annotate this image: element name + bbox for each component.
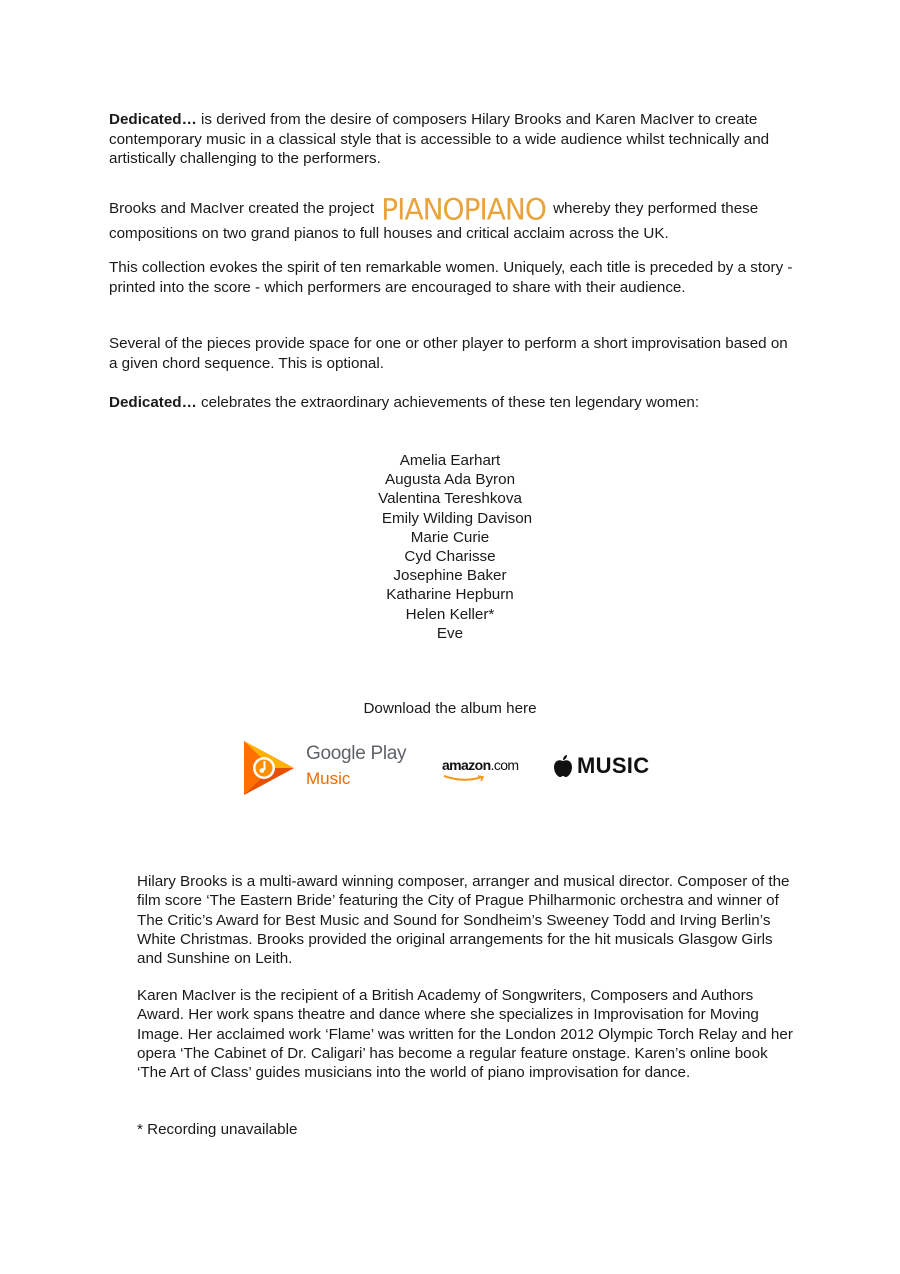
intro-paragraph-2 [109,192,799,244]
dedicated-title-2: Dedicated… [109,394,197,411]
intro-text-2a: Brooks and MacIver created the project [109,200,379,217]
women-list-item: Valentina Tereshkova [378,490,522,508]
amazon-link[interactable] [442,757,532,787]
intro-paragraph-4: Several of the pieces provide space for one or other player to perform a short improvisation based on a given chord sequence. This is optional. [109,335,788,372]
download-label: Download the album here [363,700,537,717]
intro-text-5: celebrates the extraordinary achievements of these ten legendary women: [196,394,700,411]
women-list-item: Emily Wilding Davison [381,509,533,527]
intro-paragraph-3: This collection evokes the spirit of ten remarkable women. Uniquely, each title is preceded by a story - printed into the score - which performers are encouraged to share with their audience. [109,259,793,296]
bio-karen-maciver: Karen MacIver is the recipient of a British Academy of Songwriters, Composers and Authors Award. Her work spans theatre and dance where she specializes in Improvisation for Moving Image. Her acclaimed work ‘Flame’ was written for the London 2012 Olympic Torch Relay and her opera ‘The Cabinet of Dr. Caligari’ has become a regular feature onstage. Karen’s online book ‘The Art of Class’ guides musicians into the world of piano improvisation for dance. [137,987,793,1082]
women-list-item: Katharine Hepburn [386,586,514,604]
intro-paragraph-1 [109,110,799,169]
women-list-item: Cyd Charisse [404,548,496,566]
women-list-item: Helen Keller* [405,605,495,623]
dedicated-title: Dedicated… [109,111,197,128]
apple-music-link[interactable] [553,752,663,782]
women-list-item: Amelia Earhart [399,452,501,469]
bio-hilary-brooks: Hilary Brooks is a multi-award winning composer, arranger and musical director. Composer of the film score ‘The Eastern Bride’ featuring the City of Prague Philharmonic orchestra and winner of The Critic’s Award for Best Music and Sound for Sondheim’s Sweeney Todd and Irving Berlin’s White Christmas. Brooks provided the original arrangements for the hit musicals Glasgow Girls and Sunshine on Leith. [137,873,790,968]
apple-music-label: MUSIC [577,753,650,778]
intro-paragraph-5 [109,393,799,413]
women-list-item: Josephine Baker [393,567,507,585]
google-play-music-label: Music [306,769,351,788]
pianopiano-logo: PIANOPIANO [381,192,546,227]
intro-text-1: is derived from the desire of composers Hilary Brooks and Karen MacIver to create contemporary music in a classical style that is accessible to a wide audience whilst technically and artistically challenging to the performers. [109,111,770,167]
women-list [300,451,600,643]
google-play-music-link[interactable] [242,737,422,797]
women-list-item: Marie Curie [410,528,490,546]
google-play-label: Google Play [306,743,407,764]
footnote: * Recording unavailable [137,1121,298,1138]
intro-text-2b: whereby they performed these compositions on two grand pianos to full houses and critical acclaim across the UK. [109,200,759,242]
amazon-smile-icon [442,774,494,783]
google-play-music-icon [242,739,296,797]
amazon-logo-text: amazon.com [442,757,519,773]
women-list-item: Augusta Ada Byron [384,471,516,489]
women-list-item: Eve [436,624,464,642]
apple-icon [553,754,573,778]
